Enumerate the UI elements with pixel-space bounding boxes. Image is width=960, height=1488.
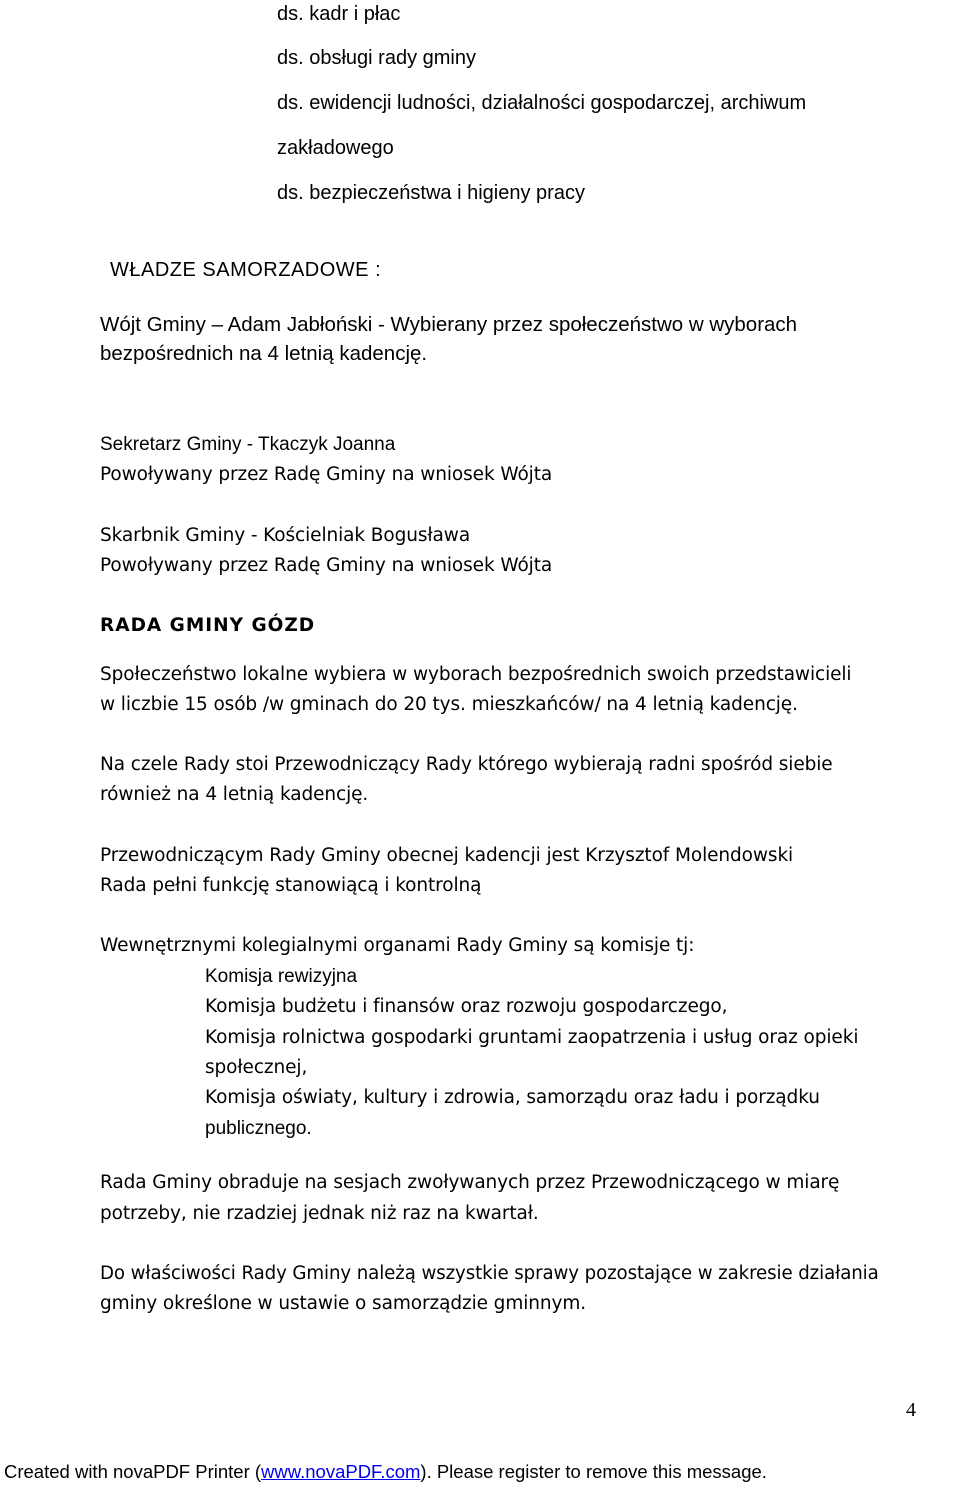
paragraph-line: Wewnętrznymi kolegialnymi organami Rady Gminy są komisje tj: bbox=[100, 935, 695, 956]
sekretarz-appointment: Powoływany przez Radę Gminy na wniosek Wójta bbox=[100, 464, 553, 485]
paragraph-line: również na 4 letnią kadencję. bbox=[100, 784, 369, 805]
skarbnik-line: Skarbnik Gminy - Kościelniak Bogusława bbox=[100, 525, 471, 546]
list-item: ds. kadr i płac bbox=[277, 3, 401, 25]
footer-text: ). Please register to remove this message. bbox=[420, 1461, 767, 1482]
paragraph-line: gminy określone w ustawie o samorządzie gminnym. bbox=[100, 1293, 587, 1314]
komisja-item: Komisja budżetu i finansów oraz rozwoju gospodarczego, bbox=[205, 996, 728, 1017]
paragraph-line: Do właściwości Rady Gminy należą wszystkie sprawy pozostające w zakresie działania bbox=[100, 1263, 879, 1284]
paragraph-line: potrzeby, nie rzadziej jednak niż raz na kwartał. bbox=[100, 1203, 539, 1224]
paragraph-line: Społeczeństwo lokalne wybiera w wyborach bezpośrednich swoich przedstawicieli bbox=[100, 664, 852, 685]
komisja-item: Komisja oświaty, kultury i zdrowia, samorządu oraz ładu i porządku bbox=[205, 1087, 820, 1108]
section-heading-wladze: WŁADZE SAMORZADOWE : bbox=[110, 259, 382, 281]
komisja-item: publicznego. bbox=[205, 1118, 312, 1139]
komisja-item: Komisja rolnictwa gospodarki gruntami zaopatrzenia i usług oraz opieki bbox=[205, 1027, 859, 1048]
komisja-item: Komisja rewizyjna bbox=[205, 966, 358, 987]
page-number: 4 bbox=[906, 1399, 916, 1421]
paragraph-line: Przewodniczącym Rady Gminy obecnej kadencji jest Krzysztof Molendowski bbox=[100, 845, 794, 866]
skarbnik-appointment: Powoływany przez Radę Gminy na wniosek Wójta bbox=[100, 555, 553, 576]
novapdf-link[interactable]: www.novaPDF.com bbox=[261, 1461, 421, 1482]
list-item: ds. ewidencji ludności, działalności gospodarczej, archiwum bbox=[277, 92, 807, 114]
footer-text: Created with novaPDF Printer ( bbox=[4, 1461, 262, 1482]
list-item: ds. bezpieczeństwa i higieny pracy bbox=[277, 182, 585, 204]
paragraph-line: Rada Gminy obraduje na sesjach zwoływanych przez Przewodniczącego w miarę bbox=[100, 1172, 840, 1193]
komisja-item: społecznej, bbox=[205, 1057, 308, 1078]
paragraph-line: w liczbie 15 osób /w gminach do 20 tys. mieszkańców/ na 4 letnią kadencję. bbox=[100, 694, 798, 715]
list-item: ds. obsługi rady gminy bbox=[277, 47, 476, 69]
wojt-line: Wójt Gminy – Adam Jabłoński - Wybierany przez społeczeństwo w wyborach bbox=[100, 313, 798, 336]
list-item: zakładowego bbox=[277, 137, 394, 159]
sekretarz-line: Sekretarz Gminy - Tkaczyk Joanna bbox=[100, 434, 396, 455]
section-heading-rada: RADA GMINY GÓZD bbox=[100, 615, 316, 636]
paragraph-line: Na czele Rady stoi Przewodniczący Rady którego wybierają radni spośród siebie bbox=[100, 754, 833, 775]
wojt-line: bezpośrednich na 4 letnią kadencję. bbox=[100, 342, 428, 365]
paragraph-line: Rada pełni funkcję stanowiącą i kontrolną bbox=[100, 875, 482, 896]
footer-watermark bbox=[4, 1460, 767, 1484]
